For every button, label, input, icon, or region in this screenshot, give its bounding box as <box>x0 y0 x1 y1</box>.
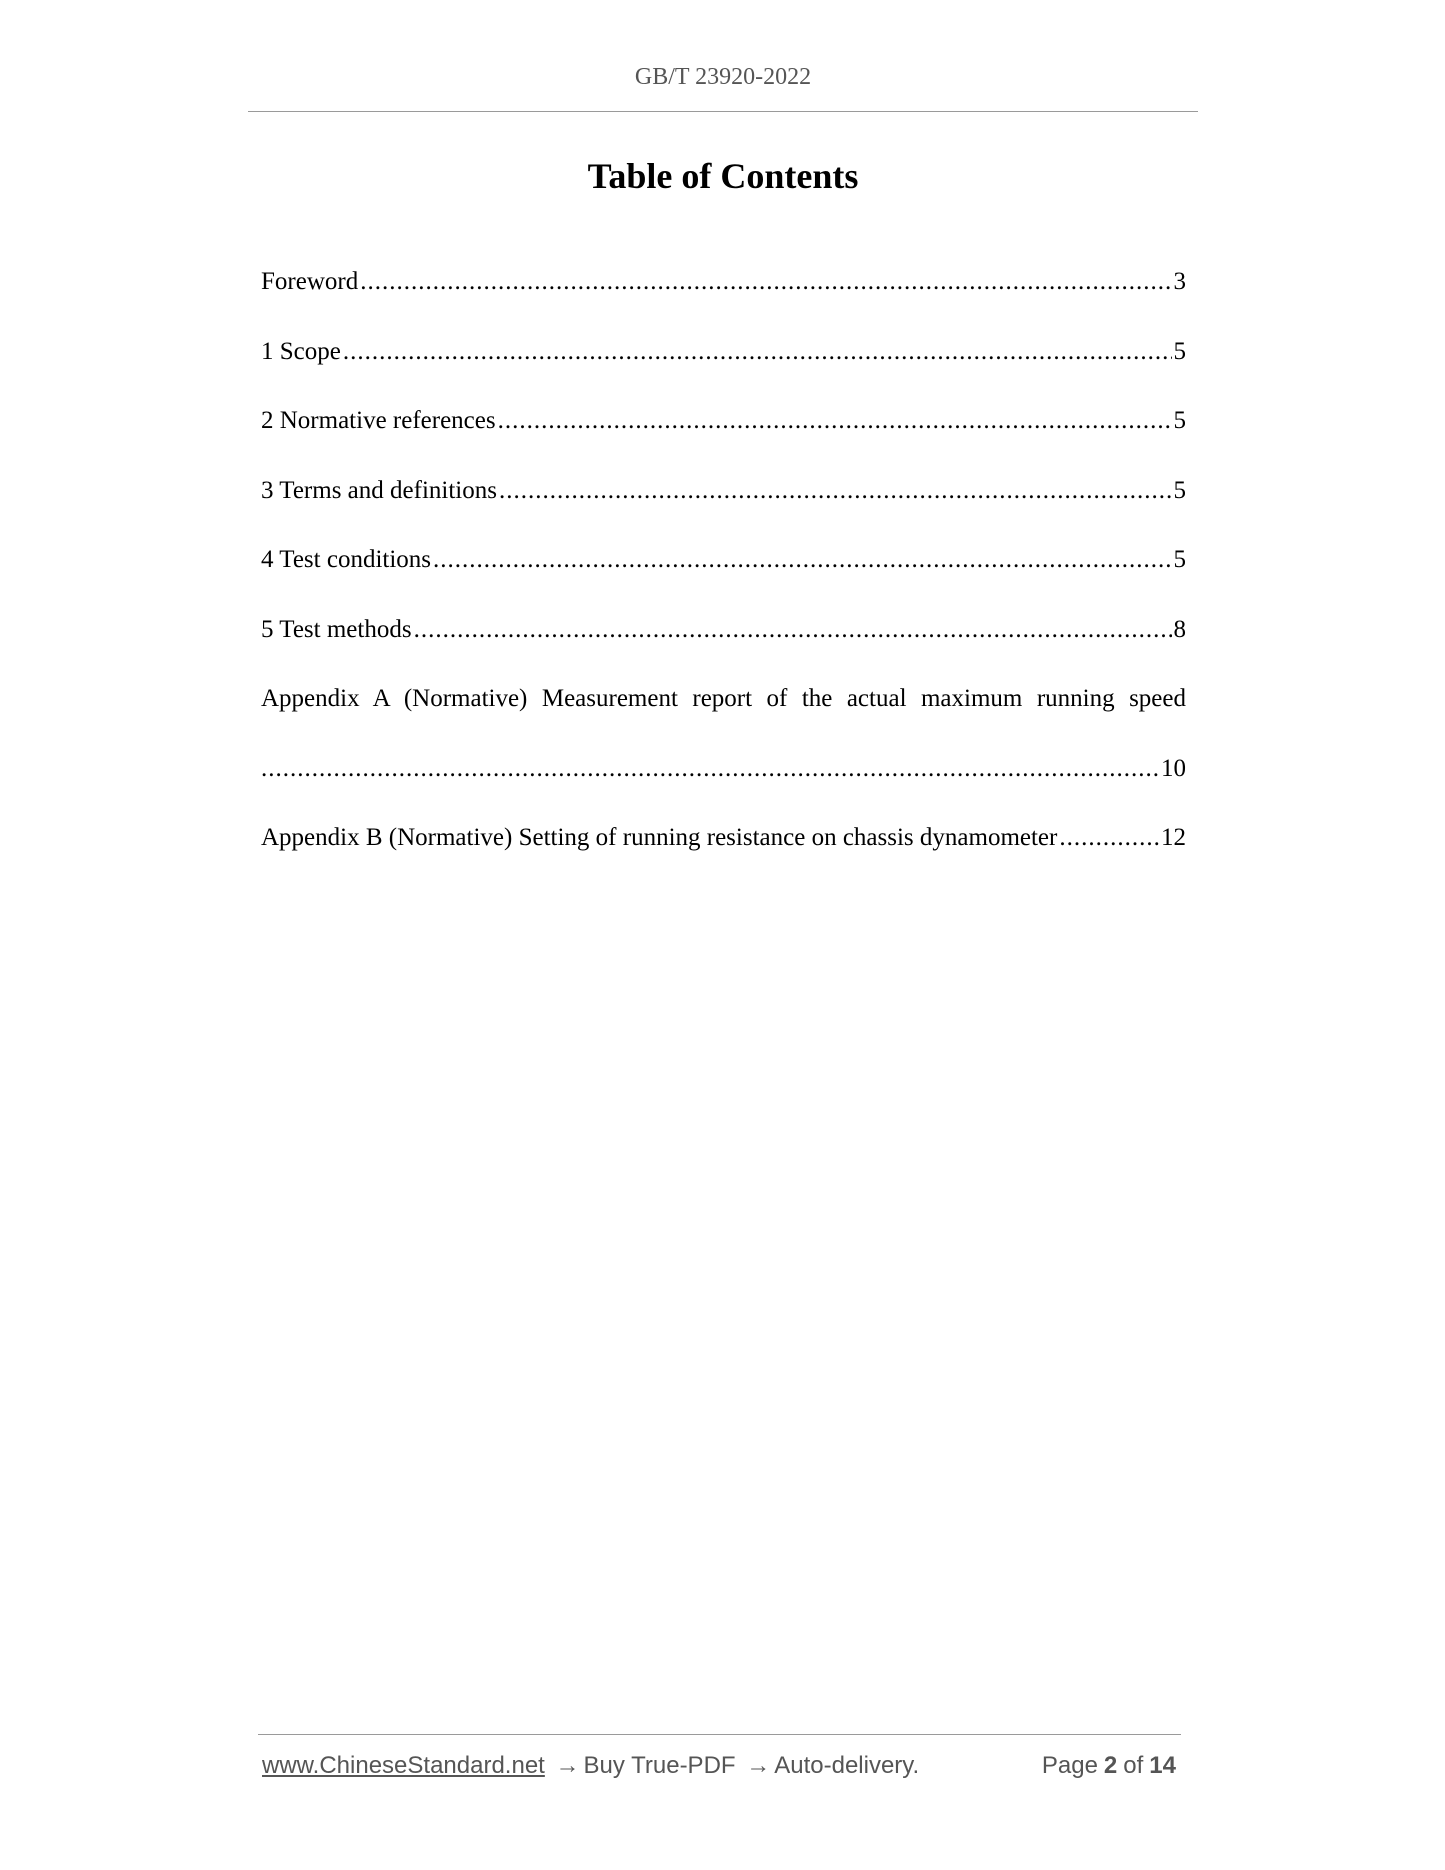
arrow-right-icon: → <box>555 1752 580 1779</box>
toc-entry-page: 10 <box>1161 754 1186 782</box>
toc-leader-dots <box>1059 818 1159 858</box>
toc-entry-label: 5 Test methods <box>261 615 412 643</box>
toc-entry-label: Appendix A (Normative) Measurement report of the actual maximum running speed <box>261 685 1186 712</box>
toc-entry-label: 2 Normative references <box>261 407 496 434</box>
toc-entry-page: 12 <box>1161 824 1186 851</box>
toc-entry-test-methods[interactable] <box>261 610 1186 680</box>
toc-entry-label: Foreword <box>261 268 359 295</box>
arrow-right-icon: → <box>746 1752 771 1779</box>
toc-entry-page: 8 <box>1173 615 1186 643</box>
toc-entry-foreword[interactable] <box>261 262 1186 332</box>
page-word: Page <box>1041 1752 1098 1779</box>
total-pages-number: 14 <box>1149 1752 1176 1779</box>
toc-leader-dots <box>414 610 1172 650</box>
toc-list <box>261 262 1186 888</box>
toc-title: Table of Contents <box>587 156 859 196</box>
toc-entry-label: 1 Scope <box>261 337 341 365</box>
toc-entry-label: Appendix B (Normative) Setting of running resistance on chassis dynamometer <box>261 824 1058 851</box>
footer-step-buy: Buy True-PDF <box>583 1752 736 1779</box>
footer-step-delivery: Auto-delivery. <box>774 1752 920 1779</box>
toc-entry-page: 5 <box>1173 407 1186 434</box>
page-indicator <box>1042 1752 1182 1780</box>
toc-leader-dots <box>498 401 1172 441</box>
toc-entry-label: 4 Test conditions <box>261 546 432 573</box>
footer-promo <box>262 1752 919 1780</box>
toc-entry-appendix-b[interactable] <box>261 818 1186 888</box>
of-word: of <box>1123 1752 1144 1779</box>
toc-entry-appendix-a[interactable] <box>261 679 1186 818</box>
toc-entry-normative-references[interactable] <box>261 401 1186 471</box>
toc-entry-page: 5 <box>1173 476 1186 504</box>
toc-entry-page: 5 <box>1173 546 1186 573</box>
website-link[interactable]: www.ChineseStandard.net <box>262 1752 545 1779</box>
header-divider <box>248 111 1198 112</box>
toc-leader-dots <box>433 540 1171 580</box>
toc-leader-dots <box>360 262 1171 302</box>
toc-entry-page: 3 <box>1173 268 1186 295</box>
toc-leader-dots <box>261 749 1159 789</box>
toc-entry-label: 3 Terms and definitions <box>261 476 497 504</box>
footer-divider <box>258 1734 1181 1735</box>
page-footer <box>262 1752 1182 1780</box>
toc-entry-scope[interactable] <box>261 332 1186 402</box>
current-page-number: 2 <box>1103 1752 1118 1779</box>
toc-leader-dots <box>343 332 1172 372</box>
toc-entry-page: 5 <box>1173 337 1186 365</box>
toc-entry-test-conditions[interactable] <box>261 540 1186 610</box>
toc-leader-dots <box>499 471 1172 511</box>
document-code-header: GB/T 23920-2022 <box>634 64 812 90</box>
toc-entry-terms-and-definitions[interactable] <box>261 471 1186 541</box>
